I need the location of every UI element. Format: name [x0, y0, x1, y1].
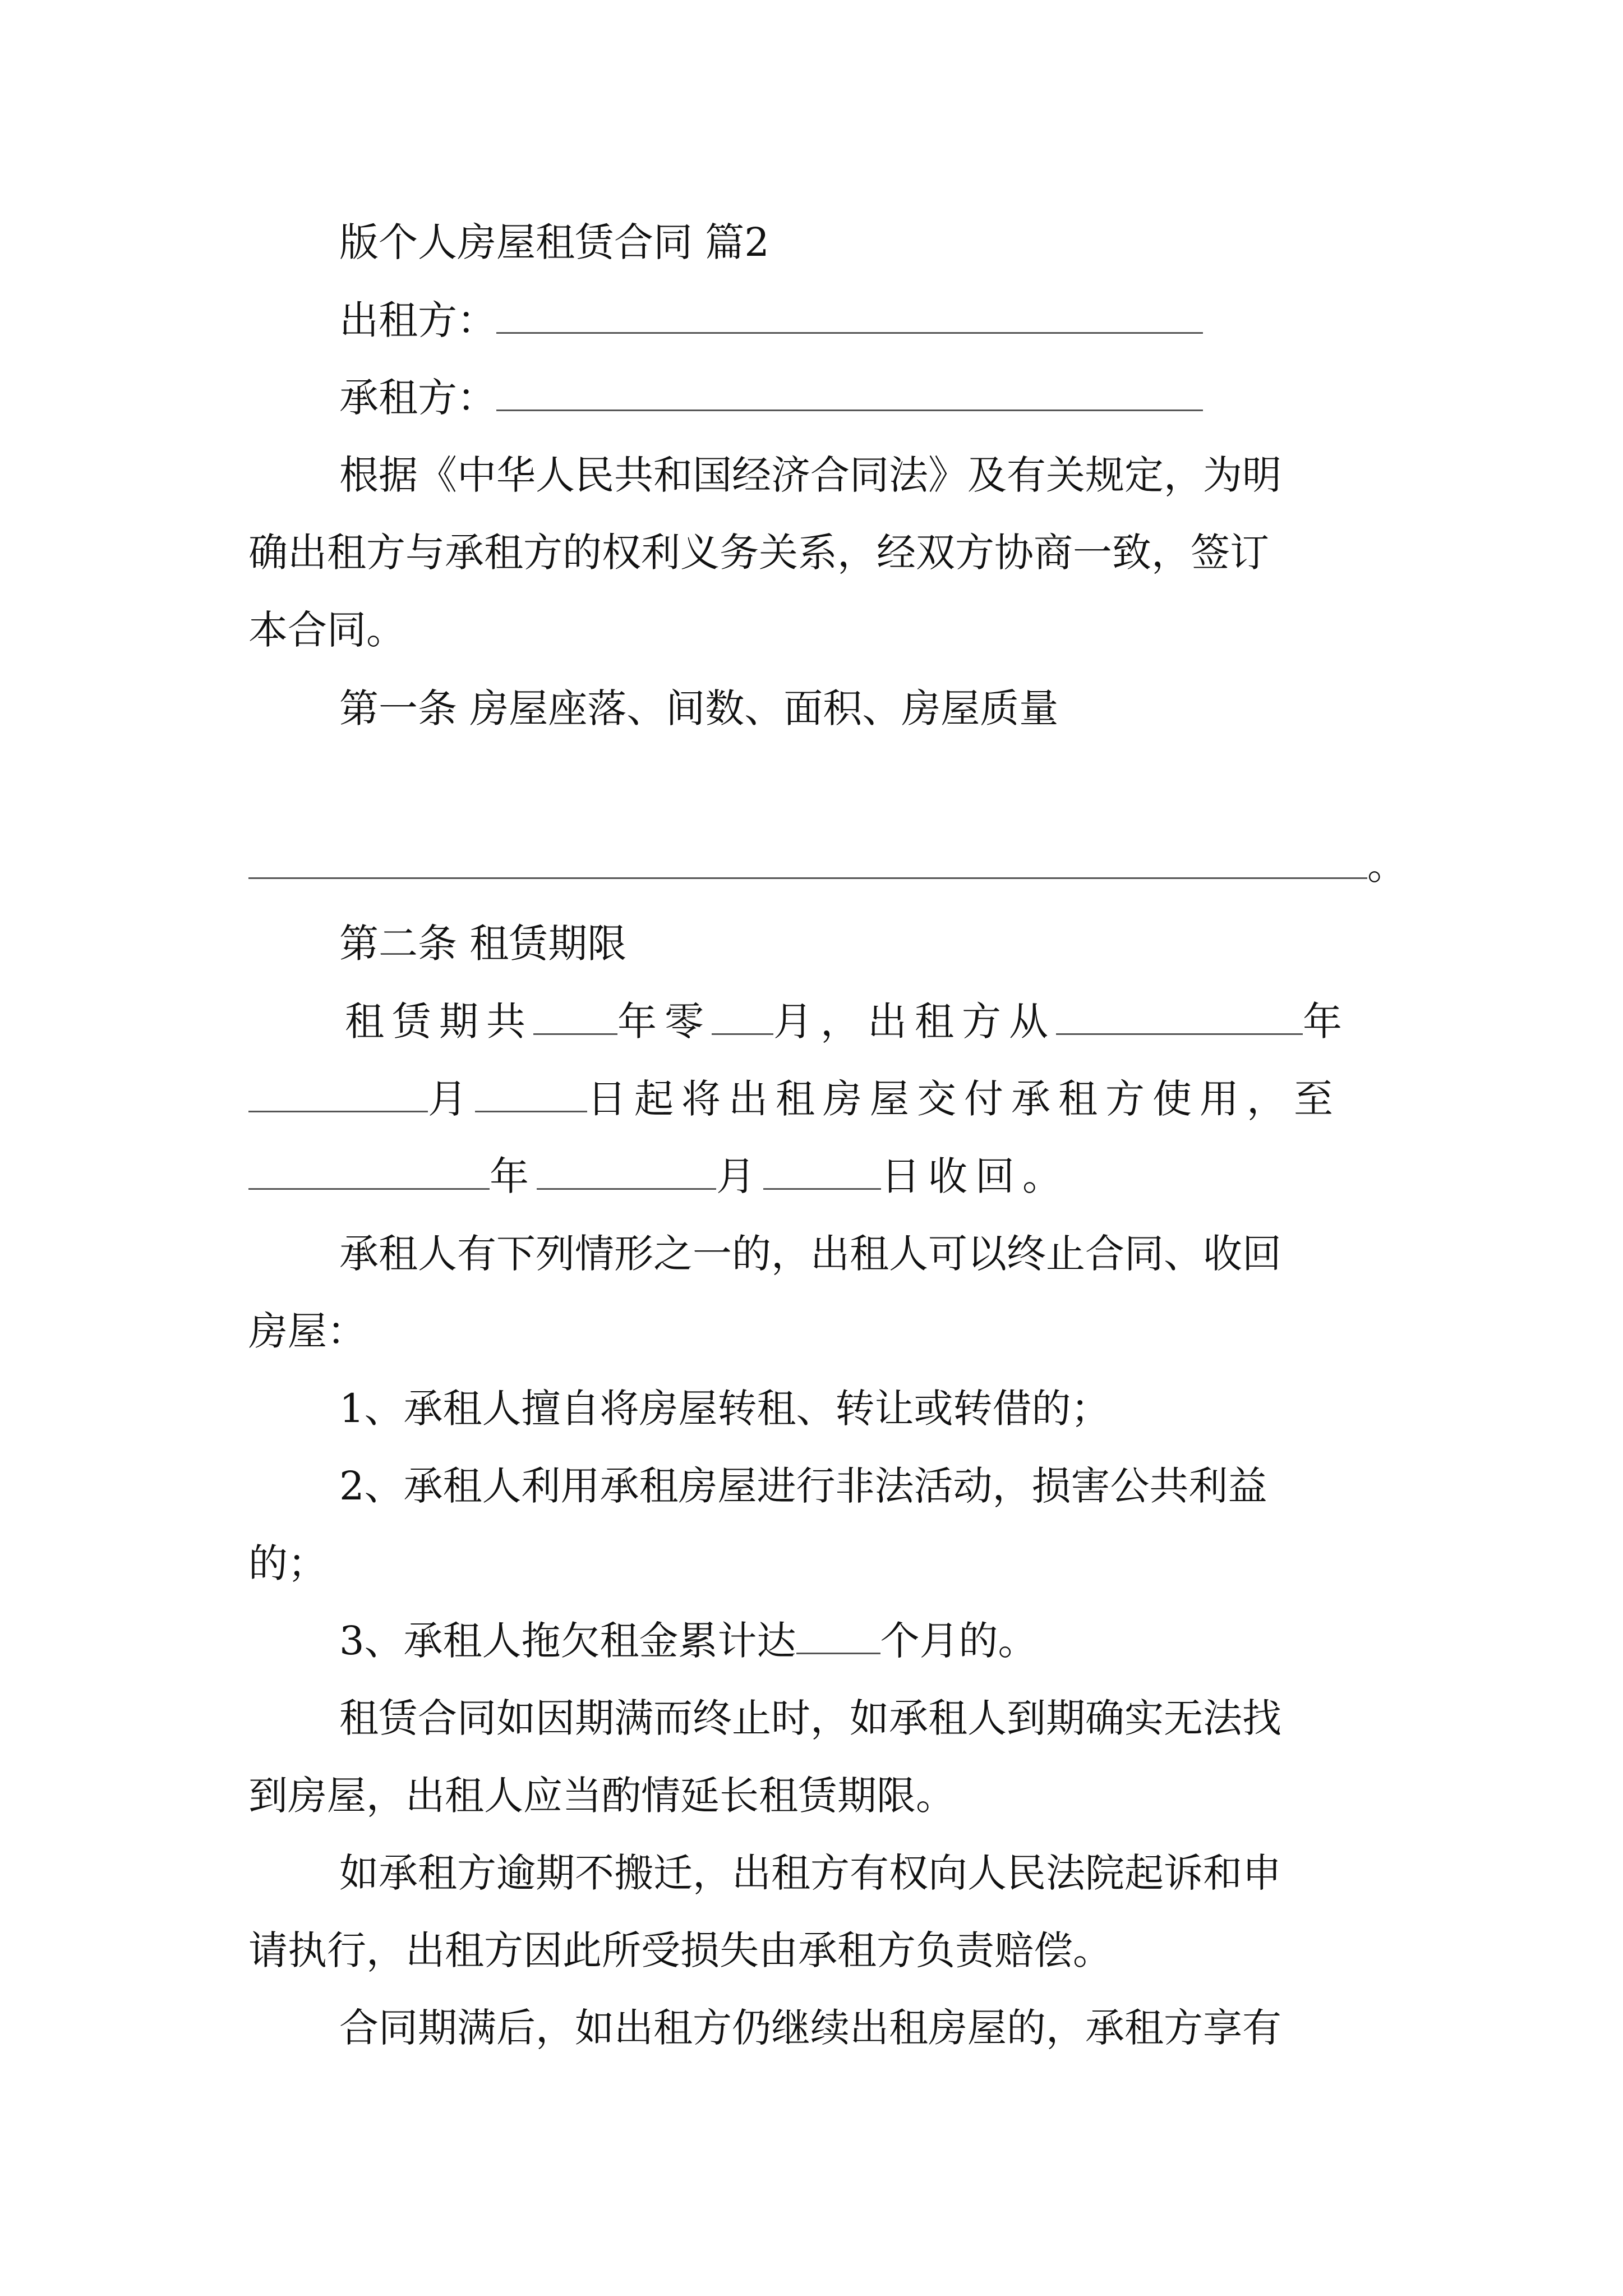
term-text: 月，出租方从	[773, 999, 1056, 1045]
term-text: 月	[716, 1153, 763, 1199]
term-text: 月	[428, 1076, 475, 1122]
lessee-line	[339, 375, 1623, 421]
article1-end: 。	[1367, 843, 1407, 889]
item-2-line-1: 2、承租人利用承租房屋进行非法活动，损害公共利益	[339, 1463, 1267, 1509]
termination-line-1: 承租人有下列情形之一的，出租人可以终止合同、收回	[339, 1231, 1281, 1277]
intro-line-2: 确出租方与承租方的权利义务关系，经双方协商一致，签订	[248, 530, 1269, 576]
lessor-blank	[496, 326, 1203, 334]
start-year-blank	[1056, 1028, 1303, 1035]
end-day-blank	[763, 1182, 881, 1190]
extension-line-1: 租赁合同如因期满而终止时，如承租人到期确实无法找	[339, 1695, 1281, 1741]
termination-line-2: 房屋：	[248, 1308, 366, 1354]
term-line-3	[248, 1153, 1623, 1199]
item-3-text: 3、承租人拖欠租金累计达	[339, 1618, 796, 1664]
term-text: 年零	[617, 999, 712, 1045]
term-line-1	[345, 999, 1623, 1045]
term-text: 日收回。	[881, 1153, 1069, 1199]
article1-blank	[248, 872, 1367, 879]
overdue-line-2: 请执行，出租方因此所受损失由承租方负责赔偿。	[248, 1927, 1112, 1973]
start-month-blank	[248, 1105, 428, 1112]
term-text: 日起将出租房屋交付承租方使用，至	[587, 1076, 1341, 1122]
arrears-months-blank	[796, 1647, 880, 1654]
item-1: 1、承租人擅自将房屋转租、转让或转借的；	[339, 1386, 1110, 1432]
article1-blank-line	[248, 843, 1623, 889]
overdue-line-1: 如承租方逾期不搬迁，出租方有权向人民法院起诉和申	[339, 1850, 1281, 1896]
term-text: 租赁期共	[345, 999, 533, 1045]
renewal-line: 合同期满后，如出租方仍继续出租房屋的，承租方享有	[339, 2005, 1281, 2051]
lessee-label: 承租方：	[339, 375, 496, 421]
document-title: 版个人房屋租赁合同 篇2	[339, 219, 769, 265]
lessor-line	[339, 297, 1623, 343]
article1-title: 第一条 房屋座落、间数、面积、房屋质量	[339, 685, 1059, 731]
item-3	[339, 1618, 1623, 1664]
lessee-blank	[496, 404, 1203, 411]
intro-line-1: 根据《中华人民共和国经济合同法》及有关规定，为明	[339, 452, 1281, 498]
start-day-blank	[475, 1105, 587, 1112]
extension-line-2: 到房屋，出租人应当酌情延长租赁期限。	[248, 1773, 955, 1819]
term-text: 年	[1303, 999, 1350, 1045]
end-year-blank	[248, 1182, 490, 1190]
end-month-blank	[537, 1182, 716, 1190]
lessor-label: 出租方：	[339, 297, 496, 343]
years-blank	[533, 1028, 617, 1035]
term-text: 年	[490, 1153, 537, 1199]
term-line-2	[248, 1076, 1623, 1122]
intro-line-3: 本合同。	[248, 607, 405, 653]
item-2-line-2: 的；	[248, 1540, 327, 1586]
article2-title: 第二条 租赁期限	[339, 921, 627, 967]
months-blank	[712, 1028, 773, 1035]
item-3-text: 个月的。	[880, 1618, 1038, 1664]
